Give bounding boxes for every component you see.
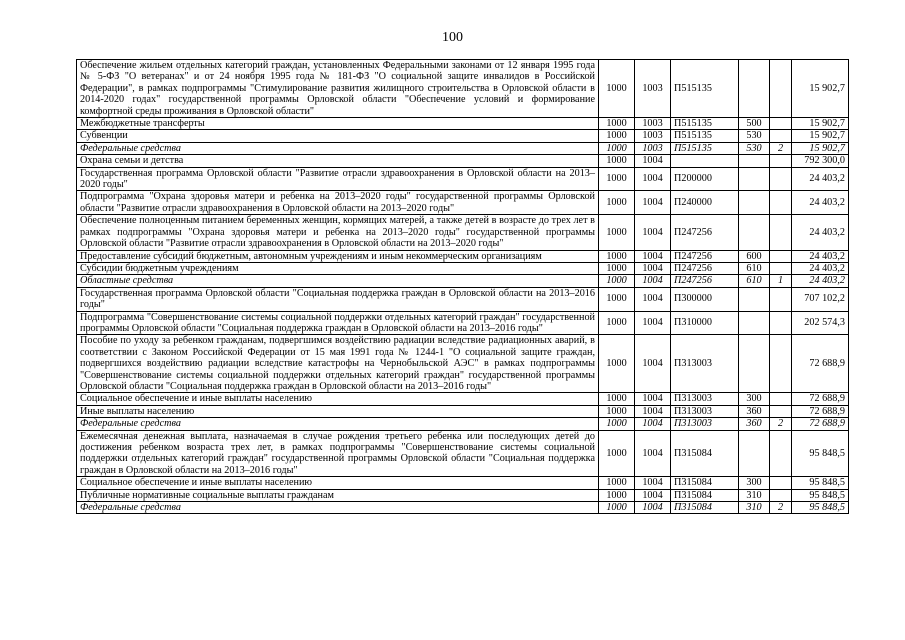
table-row (77, 502, 849, 514)
subsection-code: 1004 (635, 262, 671, 274)
table-row (77, 287, 849, 311)
subsection-code: 1004 (635, 502, 671, 514)
section-code: 1000 (599, 60, 635, 118)
target-article-code: П313003 (671, 335, 739, 393)
expense-type-code: 310 (739, 502, 770, 514)
subsection-code: 1004 (635, 275, 671, 287)
expense-type-code (739, 311, 770, 335)
expense-type-code: 530 (739, 130, 770, 142)
target-article-code: П315084 (671, 489, 739, 501)
section-code: 1000 (599, 167, 635, 191)
row-name: Предоставление субсидий бюджетным, автономным учреждениям и иным некоммерческим организациям (77, 250, 599, 262)
subsection-code: 1004 (635, 215, 671, 250)
subsection-code: 1004 (635, 311, 671, 335)
kosgu-code (770, 489, 792, 501)
target-article-code: П315084 (671, 502, 739, 514)
row-name: Федеральные средства (77, 418, 599, 430)
row-name: Подпрограмма "Совершенствование системы социальной поддержки отдельных категорий граждан" государственной программы Орловской области "Социальная поддержка граждан в Орловской области на 2013–2016 годы" (77, 311, 599, 335)
expense-type-code (739, 155, 770, 167)
expense-type-code: 360 (739, 418, 770, 430)
kosgu-code (770, 215, 792, 250)
amount: 24 403,2 (792, 191, 849, 215)
amount: 24 403,2 (792, 262, 849, 274)
kosgu-code (770, 405, 792, 417)
section-code: 1000 (599, 393, 635, 405)
row-name: Обеспечение жильем отдельных категорий граждан, установленных Федеральными законами от 12 января 1995 года № 5-ФЗ "О ветеранах" и от 24 ноября 1995 года № 181-ФЗ "О социальной защите инвалидов в Российской Федерации", в рамках подпрограммы "Стимулирование развития жилищного строительства в Орловской области в 2014-2020 годах" государственной программы Орловской области "Обеспечение условий и формирование комфортной среды проживания в Орловской области" (77, 60, 599, 118)
kosgu-code (770, 393, 792, 405)
amount: 72 688,9 (792, 405, 849, 417)
expense-type-code (739, 167, 770, 191)
section-code: 1000 (599, 430, 635, 477)
section-code: 1000 (599, 191, 635, 215)
amount: 15 902,7 (792, 118, 849, 130)
amount: 792 300,0 (792, 155, 849, 167)
kosgu-code (770, 287, 792, 311)
amount: 95 848,5 (792, 430, 849, 477)
section-code: 1000 (599, 275, 635, 287)
subsection-code: 1004 (635, 477, 671, 489)
table-row (77, 393, 849, 405)
row-name: Субвенции (77, 130, 599, 142)
kosgu-code (770, 167, 792, 191)
target-article-code: П247256 (671, 275, 739, 287)
subsection-code: 1004 (635, 250, 671, 262)
table-row (77, 430, 849, 477)
table-row (77, 142, 849, 154)
target-article-code: П515135 (671, 60, 739, 118)
kosgu-code: 2 (770, 502, 792, 514)
row-name: Подпрограмма "Охрана здоровья матери и ребенка на 2013–2020 годы" государственной программы Орловской области "Развитие отрасли здравоохранения в Орловской области на 2013–2020 годы" (77, 191, 599, 215)
table-row (77, 262, 849, 274)
row-name: Государственная программа Орловской области "Социальная поддержка граждан в Орловской области на 2013–2016 годы" (77, 287, 599, 311)
row-name: Иные выплаты населению (77, 405, 599, 417)
expense-type-code: 610 (739, 275, 770, 287)
amount: 24 403,2 (792, 167, 849, 191)
table-row (77, 118, 849, 130)
table-row (77, 489, 849, 501)
target-article-code: П300000 (671, 287, 739, 311)
target-article-code: П313003 (671, 393, 739, 405)
section-code: 1000 (599, 155, 635, 167)
subsection-code: 1004 (635, 335, 671, 393)
expense-type-code (739, 287, 770, 311)
row-name: Пособие по уходу за ребенком гражданам, подвергшимся воздействию радиации вследствие радиационных аварий, в соответствии с Законом Российской Федерации от 15 мая 1991 года № 1244-1 "О социальной защите граждан, подвергшихся воздействию радиации вследствие катастрофы на Чернобыльской АЭС" в рамках подпрограммы "Совершенствование системы социальной поддержки отдельных категорий граждан" государственной программы Орловской области "Социальная поддержка граждан в Орловской области на 2013–2016 годы" (77, 335, 599, 393)
expense-type-code (739, 191, 770, 215)
target-article-code: П315084 (671, 430, 739, 477)
expense-type-code: 300 (739, 393, 770, 405)
kosgu-code: 2 (770, 142, 792, 154)
target-article-code: П313003 (671, 405, 739, 417)
table-row (77, 418, 849, 430)
subsection-code: 1004 (635, 155, 671, 167)
kosgu-code (770, 191, 792, 215)
amount: 15 902,7 (792, 60, 849, 118)
target-article-code: П515135 (671, 142, 739, 154)
expense-type-code: 310 (739, 489, 770, 501)
section-code: 1000 (599, 287, 635, 311)
kosgu-code (770, 430, 792, 477)
subsection-code: 1004 (635, 418, 671, 430)
subsection-code: 1003 (635, 142, 671, 154)
amount: 72 688,9 (792, 393, 849, 405)
target-article-code: П310000 (671, 311, 739, 335)
section-code: 1000 (599, 215, 635, 250)
target-article-code: П313003 (671, 418, 739, 430)
subsection-code: 1004 (635, 405, 671, 417)
section-code: 1000 (599, 489, 635, 501)
section-code: 1000 (599, 418, 635, 430)
kosgu-code (770, 118, 792, 130)
kosgu-code (770, 262, 792, 274)
kosgu-code: 2 (770, 418, 792, 430)
table-row (77, 167, 849, 191)
expense-type-code: 360 (739, 405, 770, 417)
amount: 72 688,9 (792, 335, 849, 393)
target-article-code: П247256 (671, 262, 739, 274)
amount: 24 403,2 (792, 250, 849, 262)
table-row (77, 215, 849, 250)
row-name: Областные средства (77, 275, 599, 287)
kosgu-code (770, 477, 792, 489)
target-article-code: П247256 (671, 215, 739, 250)
table-row (77, 191, 849, 215)
subsection-code: 1004 (635, 430, 671, 477)
subsection-code: 1004 (635, 489, 671, 501)
row-name: Государственная программа Орловской области "Развитие отрасли здравоохранения в Орловской области на 2013–2020 годы" (77, 167, 599, 191)
expense-type-code: 300 (739, 477, 770, 489)
row-name: Социальное обеспечение и иные выплаты населению (77, 393, 599, 405)
amount: 95 848,5 (792, 477, 849, 489)
row-name: Федеральные средства (77, 502, 599, 514)
kosgu-code (770, 60, 792, 118)
section-code: 1000 (599, 405, 635, 417)
section-code: 1000 (599, 142, 635, 154)
target-article-code: П247256 (671, 250, 739, 262)
table-row (77, 311, 849, 335)
table-row (77, 155, 849, 167)
subsection-code: 1004 (635, 287, 671, 311)
table-row (77, 335, 849, 393)
amount: 24 403,2 (792, 215, 849, 250)
row-name: Федеральные средства (77, 142, 599, 154)
kosgu-code (770, 130, 792, 142)
kosgu-code (770, 155, 792, 167)
kosgu-code: 1 (770, 275, 792, 287)
amount: 72 688,9 (792, 418, 849, 430)
row-name: Социальное обеспечение и иные выплаты населению (77, 477, 599, 489)
page-number: 100 (442, 30, 463, 45)
budget-table-body (77, 60, 849, 514)
subsection-code: 1003 (635, 118, 671, 130)
section-code: 1000 (599, 335, 635, 393)
row-name: Ежемесячная денежная выплата, назначаемая в случае рождения третьего ребенка или последующих детей до достижения ребенком возраста трех лет, в рамках подпрограммы "Совершенствование системы социальной поддержки отдельных категорий граждан" государственной программы Орловской области "Социальная поддержка граждан в Орловской области на 2013–2016 годы" (77, 430, 599, 477)
expense-type-code: 500 (739, 118, 770, 130)
target-article-code (671, 155, 739, 167)
row-name: Субсидии бюджетным учреждениям (77, 262, 599, 274)
subsection-code: 1003 (635, 60, 671, 118)
kosgu-code (770, 335, 792, 393)
amount: 24 403,2 (792, 275, 849, 287)
table-row (77, 60, 849, 118)
expense-type-code: 530 (739, 142, 770, 154)
subsection-code: 1004 (635, 167, 671, 191)
target-article-code: П315084 (671, 477, 739, 489)
subsection-code: 1004 (635, 393, 671, 405)
amount: 95 848,5 (792, 489, 849, 501)
table-row (77, 405, 849, 417)
row-name: Публичные нормативные социальные выплаты гражданам (77, 489, 599, 501)
expense-type-code: 610 (739, 262, 770, 274)
table-row (77, 130, 849, 142)
target-article-code: П200000 (671, 167, 739, 191)
expense-type-code (739, 60, 770, 118)
amount: 202 574,3 (792, 311, 849, 335)
subsection-code: 1003 (635, 130, 671, 142)
subsection-code: 1004 (635, 191, 671, 215)
target-article-code: П240000 (671, 191, 739, 215)
section-code: 1000 (599, 311, 635, 335)
section-code: 1000 (599, 130, 635, 142)
row-name: Обеспечение полноценным питанием беременных женщин, кормящих матерей, а также детей в возрасте до трех лет в рамках подпрограммы "Охрана здоровья матери и ребенка на 2013–2020 годы" государственной программы Орловской области "Развитие отрасли здравоохранения в Орловской области на 2013–2020 годы" (77, 215, 599, 250)
amount: 15 902,7 (792, 130, 849, 142)
target-article-code: П515135 (671, 118, 739, 130)
amount: 707 102,2 (792, 287, 849, 311)
expense-type-code: 600 (739, 250, 770, 262)
row-name: Охрана семьи и детства (77, 155, 599, 167)
table-row (77, 250, 849, 262)
section-code: 1000 (599, 118, 635, 130)
table-row (77, 275, 849, 287)
row-name: Межбюджетные трансферты (77, 118, 599, 130)
kosgu-code (770, 250, 792, 262)
kosgu-code (770, 311, 792, 335)
section-code: 1000 (599, 502, 635, 514)
expense-type-code (739, 335, 770, 393)
table-row (77, 477, 849, 489)
expense-type-code (739, 215, 770, 250)
target-article-code: П515135 (671, 130, 739, 142)
expense-type-code (739, 430, 770, 477)
amount: 95 848,5 (792, 502, 849, 514)
budget-table (76, 59, 849, 514)
section-code: 1000 (599, 477, 635, 489)
section-code: 1000 (599, 262, 635, 274)
amount: 15 902,7 (792, 142, 849, 154)
section-code: 1000 (599, 250, 635, 262)
